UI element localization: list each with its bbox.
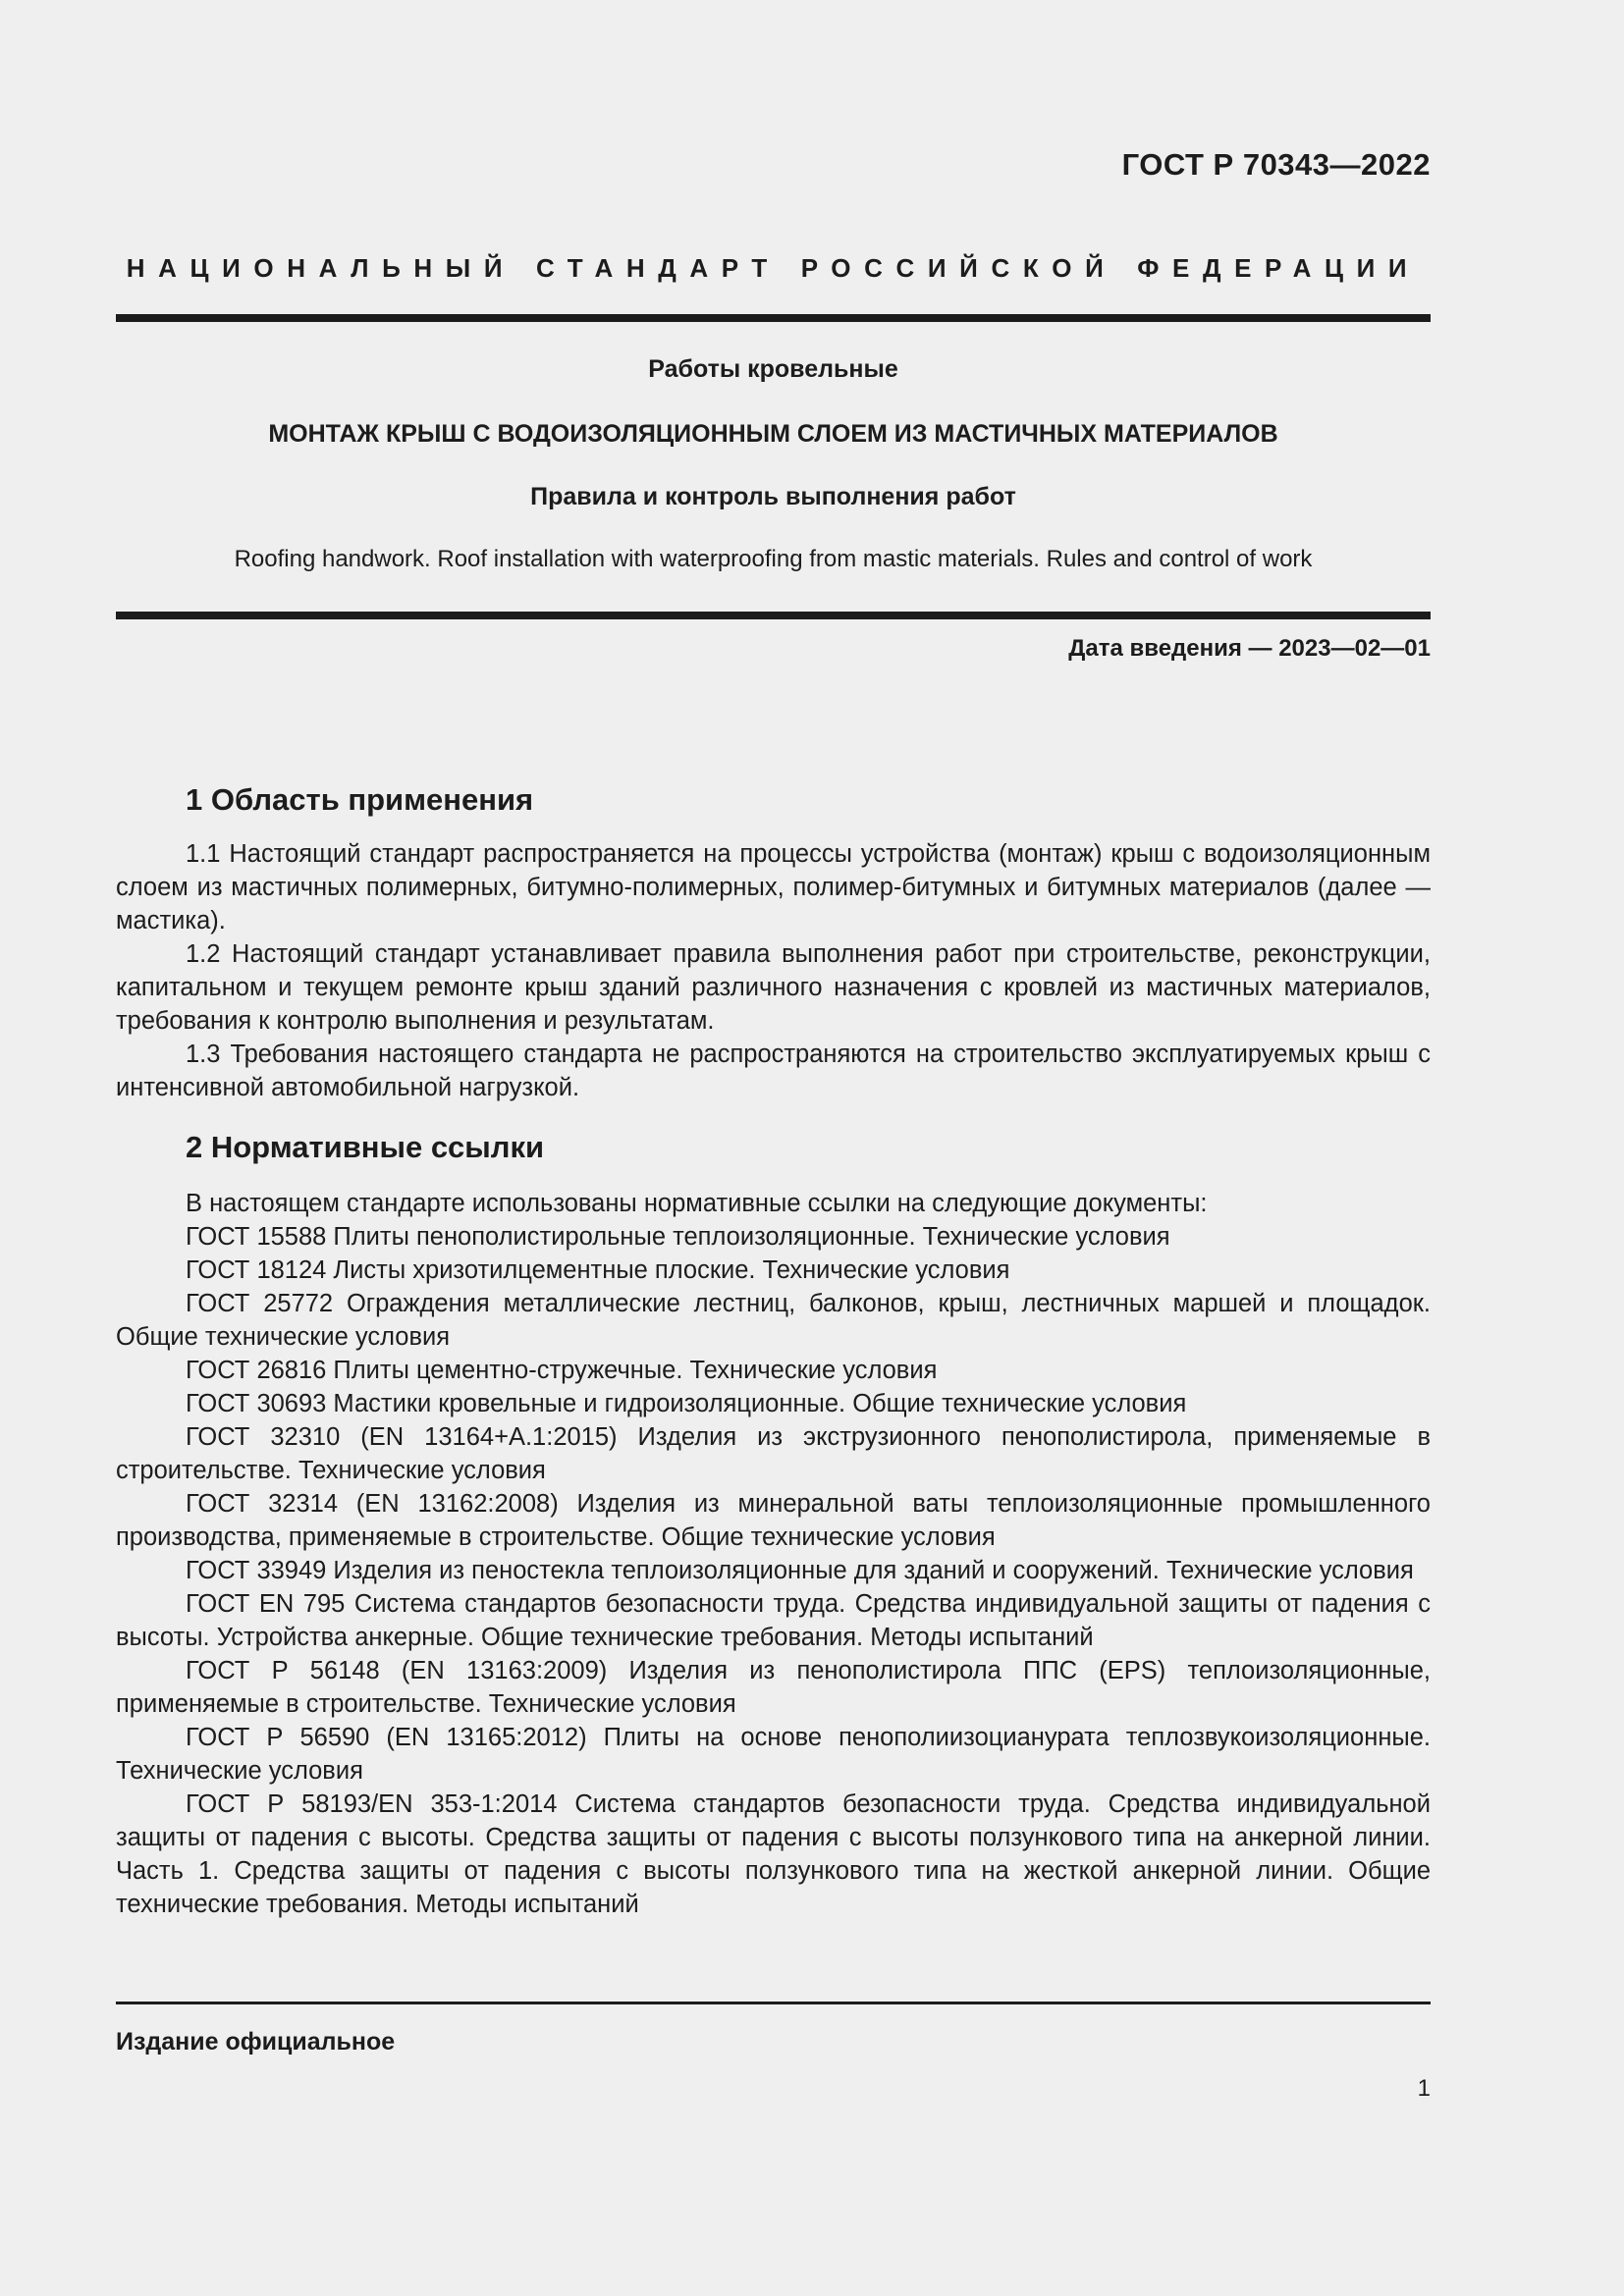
title-group: Работы кровельные	[648, 355, 898, 383]
reference-item: ГОСТ 32314 (EN 13162:2008) Изделия из минеральной ваты теплоизоляционные промышленного производства, применяемые в строительстве. Общие технические условия	[116, 1490, 1431, 1551]
reference-item: ГОСТ 15588 Плиты пенополистирольные теплоизоляционные. Технические условия	[186, 1223, 1170, 1251]
section-2-heading: 2 Нормативные ссылки	[186, 1130, 545, 1164]
paragraph-1-2: 1.2 Настоящий стандарт устанавливает правила выполнения работ при строительстве, реконструкции, капитальном и текущем ремонте крыш зданий различного назначения с кровлей из мастичных материалов, требования к контролю выполнения и результатам.	[116, 940, 1431, 1035]
references-intro: В настоящем стандарте использованы нормативные ссылки на следующие документы:	[186, 1190, 1208, 1217]
standard-code: ГОСТ Р 70343—2022	[1121, 147, 1431, 182]
title-bottom-divider	[116, 612, 1431, 619]
paragraph-1-1: 1.1 Настоящий стандарт распространяется на процессы устройства (монтаж) крыш с водоизоляционным слоем из мастичных полимерных, битумно-полимерных, полимер-битумных и битумных материалов (далее — мастика).	[116, 840, 1431, 934]
reference-item: ГОСТ Р 58193/EN 353-1:2014 Система стандартов безопасности труда. Средства индивидуальной защиты от падения с высоты. Средства защиты от падения с высоты ползункового типа на анкерной линии. Часть 1. Средства защиты от падения с высоты ползункового типа на жесткой анкерной линии. Общие технические требования. Методы испытаний	[116, 1790, 1431, 1918]
reference-item: ГОСТ Р 56148 (EN 13163:2009) Изделия из пенополистирола ППС (EPS) теплоизоляционные, применяемые в строительстве. Технические условия	[116, 1657, 1431, 1718]
footer-divider	[116, 2002, 1431, 2004]
paragraph-1-3: 1.3 Требования настоящего стандарта не распространяются на строительство эксплуатируемых крыш с интенсивной автомобильной нагрузкой.	[116, 1041, 1431, 1101]
reference-item: ГОСТ 30693 Мастики кровельные и гидроизоляционные. Общие технические условия	[186, 1390, 1187, 1417]
reference-item: ГОСТ 18124 Листы хризотилцементные плоские. Технические условия	[186, 1256, 1010, 1284]
title-main: МОНТАЖ КРЫШ С ВОДОИЗОЛЯЦИОННЫМ СЛОЕМ ИЗ МАСТИЧНЫХ МАТЕРИАЛОВ	[268, 420, 1278, 448]
reference-item: ГОСТ 25772 Ограждения металлические лестниц, балконов, крыш, лестничных маршей и площадок. Общие технические условия	[116, 1290, 1431, 1351]
top-divider	[116, 314, 1431, 322]
page-number: 1	[1417, 2075, 1431, 2102]
reference-item: ГОСТ 26816 Плиты цементно-стружечные. Технические условия	[186, 1357, 938, 1384]
title-english: Roofing handwork. Roof installation with waterproofing from mastic materials. Rules and control of work	[234, 546, 1313, 572]
title-sub: Правила и контроль выполнения работ	[530, 483, 1016, 510]
document-body	[116, 780, 1431, 1921]
reference-item: ГОСТ EN 795 Система стандартов безопасности труда. Средства индивидуальной защиты от падения с высоты. Устройства анкерные. Общие технические требования. Методы испытаний	[116, 1590, 1431, 1651]
section-1-heading: 1 Область применения	[186, 782, 534, 817]
reference-item: ГОСТ Р 56590 (EN 13165:2012) Плиты на основе пенополиизоцианурата теплозвукоизоляционные. Технические условия	[116, 1724, 1431, 1785]
introduction-date: Дата введения — 2023—02—01	[1068, 635, 1431, 662]
national-standard-banner: НАЦИОНАЛЬНЫЙ СТАНДАРТ РОССИЙСКОЙ ФЕДЕРАЦИИ	[126, 253, 1421, 283]
edition-label: Издание официальное	[116, 2028, 396, 2056]
reference-item: ГОСТ 32310 (EN 13164+A.1:2015) Изделия из экструзионного пенополистирола, применяемые в строительстве. Технические условия	[116, 1423, 1431, 1484]
reference-item: ГОСТ 33949 Изделия из пеностекла теплоизоляционные для зданий и сооружений. Технические условия	[186, 1557, 1414, 1584]
